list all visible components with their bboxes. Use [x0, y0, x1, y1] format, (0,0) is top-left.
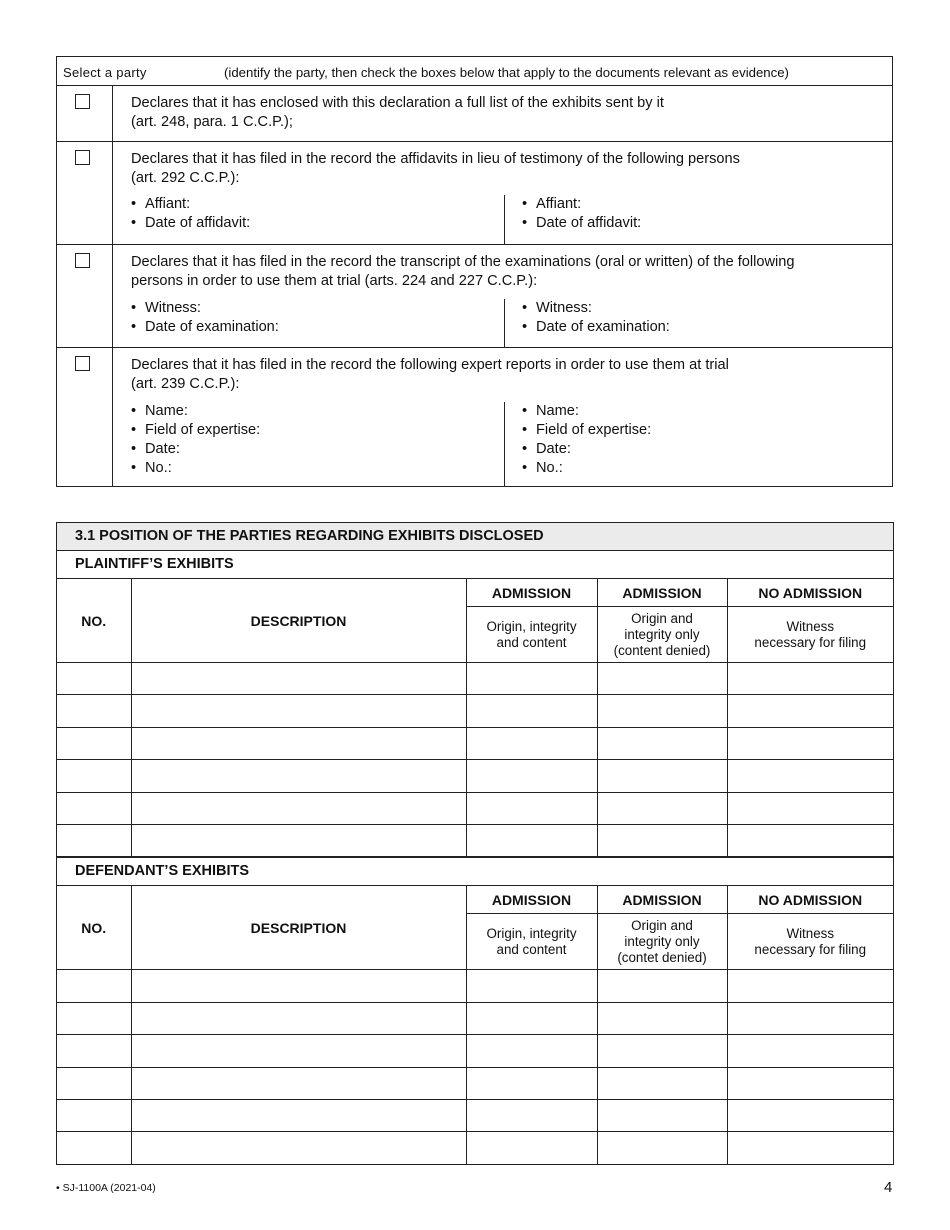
declaration-text: Declares that it has filed in the record the following expert reports in order to use them at trial: [131, 357, 729, 373]
admission-full-cell[interactable]: [466, 792, 597, 824]
examinations-checkbox[interactable]: [75, 253, 90, 268]
no-admission-cell[interactable]: [727, 1067, 893, 1099]
expert-name-field[interactable]: • Name:: [522, 402, 892, 421]
subheader-origin-integrity-only: Origin and integrity only (content denied): [597, 607, 727, 663]
exhibit-no-cell[interactable]: [57, 1132, 131, 1164]
table-row: [57, 970, 893, 1002]
no-admission-cell[interactable]: [727, 792, 893, 824]
exhibits-position-section: [56, 522, 894, 1165]
report-number-field[interactable]: • No.:: [522, 459, 892, 478]
plaintiff-exhibits-title: PLAINTIFF’S EXHIBITS: [57, 551, 893, 579]
exhibit-no-cell[interactable]: [57, 1035, 131, 1067]
examination-date-field[interactable]: • Date of examination:: [131, 318, 504, 337]
declaration-row-expert-reports: [57, 348, 892, 486]
admission-partial-cell[interactable]: [597, 1002, 727, 1034]
table-row: [57, 792, 893, 824]
admission-partial-cell[interactable]: [597, 1035, 727, 1067]
no-admission-cell[interactable]: [727, 663, 893, 695]
exhibit-description-cell[interactable]: [131, 1035, 466, 1067]
subheader-origin-integrity-only: Origin and integrity only (contet denied): [597, 914, 727, 970]
no-admission-cell[interactable]: [727, 970, 893, 1002]
table-row: [57, 727, 893, 759]
no-admission-cell[interactable]: [727, 824, 893, 856]
expertise-field[interactable]: • Field of expertise:: [522, 421, 892, 440]
exhibit-description-cell[interactable]: [131, 792, 466, 824]
table-row: [57, 1002, 893, 1034]
affiant-field[interactable]: • Affiant:: [522, 195, 892, 214]
column-header-admission: ADMISSION: [466, 579, 597, 607]
declaration-text: (art. 248, para. 1 C.C.P.);: [131, 114, 293, 130]
column-header-admission: ADMISSION: [597, 579, 727, 607]
admission-full-cell[interactable]: [466, 1132, 597, 1164]
admission-partial-cell[interactable]: [597, 727, 727, 759]
defendant-exhibits-table: [57, 886, 893, 1163]
admission-partial-cell[interactable]: [597, 1099, 727, 1131]
exhibit-no-cell[interactable]: [57, 1067, 131, 1099]
subheader-origin-integrity-content: Origin, integrity and content: [466, 914, 597, 970]
admission-partial-cell[interactable]: [597, 970, 727, 1002]
admission-full-cell[interactable]: [466, 760, 597, 792]
admission-full-cell[interactable]: [466, 727, 597, 759]
column-header-description: DESCRIPTION: [131, 579, 466, 663]
exhibit-description-cell[interactable]: [131, 824, 466, 856]
defendant-exhibits-title: DEFENDANT’S EXHIBITS: [57, 857, 893, 886]
no-admission-cell[interactable]: [727, 695, 893, 727]
declaration-row-affidavits: [57, 142, 892, 245]
exhibit-no-cell[interactable]: [57, 792, 131, 824]
declaration-row-exhibit-list: [57, 86, 892, 142]
exhibit-description-cell[interactable]: [131, 663, 466, 695]
declaration-text: persons in order to use them at trial (arts. 224 and 227 C.C.P.):: [131, 273, 538, 289]
admission-full-cell[interactable]: [466, 663, 597, 695]
admission-partial-cell[interactable]: [597, 695, 727, 727]
admission-full-cell[interactable]: [466, 1035, 597, 1067]
declaration-text: Declares that it has filed in the record the transcript of the examinations (oral or written) of the following: [131, 254, 795, 270]
column-header-no-admission: NO ADMISSION: [727, 886, 893, 914]
admission-partial-cell[interactable]: [597, 1132, 727, 1164]
exhibit-description-cell[interactable]: [131, 727, 466, 759]
table-row: [57, 1132, 893, 1164]
no-admission-cell[interactable]: [727, 1099, 893, 1131]
admission-full-cell[interactable]: [466, 1002, 597, 1034]
column-header-admission: ADMISSION: [466, 886, 597, 914]
table-row: [57, 663, 893, 695]
table-row: [57, 1035, 893, 1067]
table-row: [57, 824, 893, 856]
column-header-no-admission: NO ADMISSION: [727, 579, 893, 607]
declarations-header: [57, 57, 892, 86]
admission-full-cell[interactable]: [466, 970, 597, 1002]
table-row: [57, 760, 893, 792]
exhibit-description-cell[interactable]: [131, 760, 466, 792]
form-code: • SJ-1100A (2021-04): [56, 1182, 156, 1194]
report-date-field[interactable]: • Date:: [522, 440, 892, 459]
admission-partial-cell[interactable]: [597, 1067, 727, 1099]
subheader-witness-necessary: Witness necessary for filing: [727, 914, 893, 970]
no-admission-cell[interactable]: [727, 1132, 893, 1164]
affidavit-date-field[interactable]: • Date of affidavit:: [522, 214, 892, 233]
report-number-field[interactable]: • No.:: [131, 459, 504, 478]
section-title: 3.1 POSITION OF THE PARTIES REGARDING EXHIBITS DISCLOSED: [57, 523, 893, 551]
exhibit-description-cell[interactable]: [131, 1099, 466, 1131]
party-instruction: (identify the party, then check the boxes below that apply to the documents relevant as evidence): [224, 65, 789, 80]
affidavit-date-field[interactable]: • Date of affidavit:: [131, 214, 504, 233]
subheader-origin-integrity-content: Origin, integrity and content: [466, 607, 597, 663]
exhibit-no-cell[interactable]: [57, 727, 131, 759]
examination-date-field[interactable]: • Date of examination:: [522, 318, 892, 337]
declaration-text: (art. 239 C.C.P.):: [131, 376, 240, 392]
column-header-admission: ADMISSION: [597, 886, 727, 914]
exhibit-no-cell[interactable]: [57, 824, 131, 856]
exhibit-description-cell[interactable]: [131, 1132, 466, 1164]
exhibit-list-checkbox[interactable]: [75, 94, 90, 109]
affidavits-checkbox[interactable]: [75, 150, 90, 165]
expert-name-field[interactable]: • Name:: [131, 402, 504, 421]
exhibit-description-cell[interactable]: [131, 1002, 466, 1034]
exhibit-no-cell[interactable]: [57, 663, 131, 695]
declarations-block: [56, 56, 893, 487]
expertise-field[interactable]: • Field of expertise:: [131, 421, 504, 440]
admission-full-cell[interactable]: [466, 1099, 597, 1131]
no-admission-cell[interactable]: [727, 1002, 893, 1034]
exhibit-description-cell[interactable]: [131, 1067, 466, 1099]
admission-full-cell[interactable]: [466, 695, 597, 727]
party-select[interactable]: Select a party: [63, 65, 147, 80]
column-header-no: NO.: [57, 579, 131, 663]
declaration-row-examinations: [57, 245, 892, 348]
column-header-no: NO.: [57, 886, 131, 970]
admission-partial-cell[interactable]: [597, 663, 727, 695]
admission-full-cell[interactable]: [466, 1067, 597, 1099]
exhibit-no-cell[interactable]: [57, 760, 131, 792]
affiant-field[interactable]: • Affiant:: [131, 195, 504, 214]
exhibit-no-cell[interactable]: [57, 1099, 131, 1131]
admission-full-cell[interactable]: [466, 824, 597, 856]
column-header-description: DESCRIPTION: [131, 886, 466, 970]
expert-reports-checkbox[interactable]: [75, 356, 90, 371]
exhibit-no-cell[interactable]: [57, 1002, 131, 1034]
table-row: [57, 695, 893, 727]
no-admission-cell[interactable]: [727, 1035, 893, 1067]
no-admission-cell[interactable]: [727, 727, 893, 759]
table-row: [57, 1099, 893, 1131]
declaration-text: Declares that it has enclosed with this declaration a full list of the exhibits sent by it: [131, 95, 664, 111]
exhibit-description-cell[interactable]: [131, 970, 466, 1002]
subheader-witness-necessary: Witness necessary for filing: [727, 607, 893, 663]
witness-field[interactable]: • Witness:: [522, 299, 892, 318]
no-admission-cell[interactable]: [727, 760, 893, 792]
declaration-text: Declares that it has filed in the record the affidavits in lieu of testimony of the following persons: [131, 151, 740, 167]
admission-partial-cell[interactable]: [597, 760, 727, 792]
admission-partial-cell[interactable]: [597, 792, 727, 824]
declaration-text: (art. 292 C.C.P.):: [131, 170, 240, 186]
admission-partial-cell[interactable]: [597, 824, 727, 856]
witness-field[interactable]: • Witness:: [131, 299, 504, 318]
page-number: 4: [884, 1179, 893, 1196]
table-row: [57, 1067, 893, 1099]
exhibit-no-cell[interactable]: [57, 970, 131, 1002]
report-date-field[interactable]: • Date:: [131, 440, 504, 459]
exhibit-no-cell[interactable]: [57, 695, 131, 727]
exhibit-description-cell[interactable]: [131, 695, 466, 727]
plaintiff-exhibits-table: [57, 579, 893, 857]
